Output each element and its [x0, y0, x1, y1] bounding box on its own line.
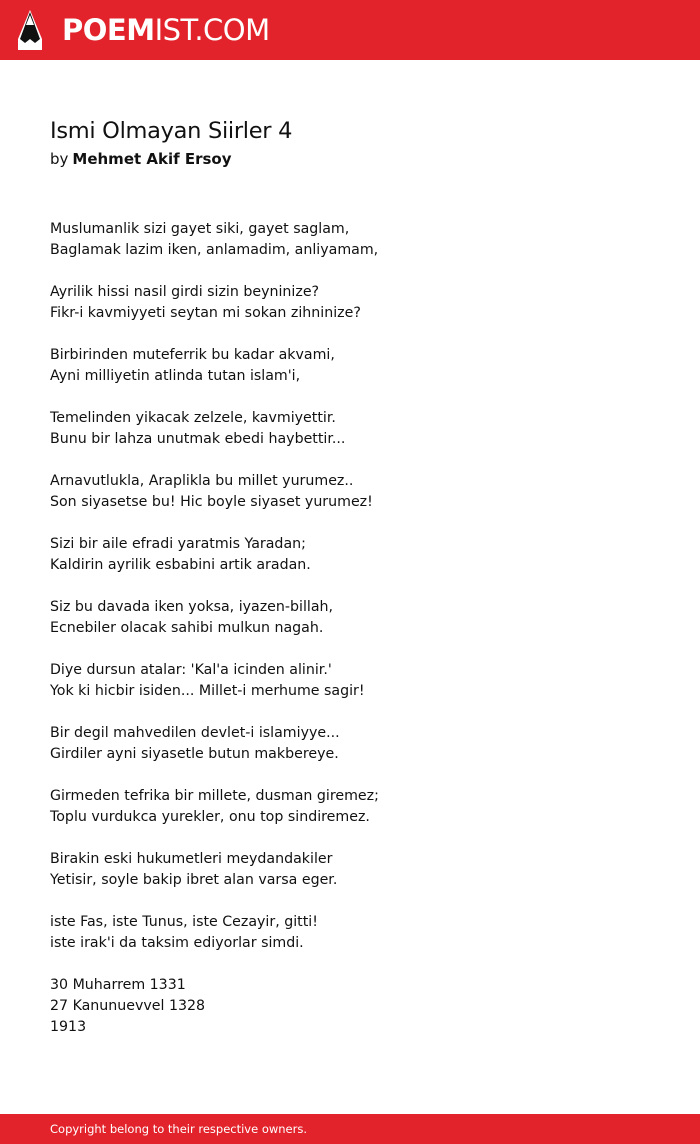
- poem-line: 30 Muharrem 1331: [50, 977, 186, 993]
- poem-stanza: [50, 660, 670, 702]
- poem-title: Ismi Olmayan Siirler 4: [50, 118, 293, 144]
- poem-stanza: [50, 786, 670, 828]
- poem-stanza: [50, 912, 670, 954]
- poem-line: Son siyasetse bu! Hic boyle siyaset yurumez!: [50, 494, 373, 510]
- byline: [50, 149, 232, 169]
- poem-stanza: [50, 534, 670, 576]
- poem-line: Bunu bir lahza unutmak ebedi haybettir...: [50, 431, 346, 447]
- poem-line: Birakin eski hukumetleri meydandakiler: [50, 851, 333, 867]
- poem-stanza: [50, 723, 670, 765]
- poem-body: [50, 219, 670, 1059]
- poem-line: Girmeden tefrika bir millete, dusman giremez;: [50, 788, 379, 804]
- poem-line: Fikr-i kavmiyyeti seytan mi sokan zihninize?: [50, 305, 361, 321]
- poem-line: 27 Kanunuevvel 1328: [50, 998, 206, 1014]
- poem-stanza: [50, 282, 670, 324]
- poem-line: iste Fas, iste Tunus, iste Cezayir, gitti!: [50, 914, 318, 930]
- poem-line: Siz bu davada iken yoksa, iyazen-billah,: [50, 599, 334, 615]
- poem-line: iste irak'i da taksim ediyorlar simdi.: [50, 935, 304, 951]
- site-header: [0, 0, 700, 60]
- poem-line: Kaldirin ayrilik esbabini artik aradan.: [50, 557, 311, 573]
- poem-line: 1913: [50, 1019, 87, 1035]
- poem-line: Muslumanlik sizi gayet siki, gayet saglam,: [50, 221, 350, 237]
- site-footer: [0, 1114, 700, 1144]
- logo-light-text: IST.COM: [154, 13, 270, 47]
- poem-stanza: [50, 975, 670, 1038]
- logo-bold-text: POEM: [62, 13, 155, 47]
- site-logo[interactable]: [62, 11, 270, 49]
- by-label: by: [50, 150, 69, 168]
- poem-line: Girdiler ayni siyasetle butun makbereye.: [50, 746, 339, 762]
- poem-stanza: [50, 345, 670, 387]
- poem-line: Toplu vurdukca yurekler, onu top sindiremez.: [50, 809, 370, 825]
- poem-stanza: [50, 849, 670, 891]
- poem-line: Yok ki hicbir isiden... Millet-i merhume sagir!: [50, 683, 365, 699]
- poem-stanza: [50, 408, 670, 450]
- poem-stanza: [50, 597, 670, 639]
- poem-line: Ayni milliyetin atlinda tutan islam'i,: [50, 368, 301, 384]
- poem-line: Diye dursun atalar: 'Kal'a icinden alinir.': [50, 662, 332, 678]
- poem-line: Bir degil mahvedilen devlet-i islamiyye...: [50, 725, 340, 741]
- poem-line: Baglamak lazim iken, anlamadim, anliyamam,: [50, 242, 379, 258]
- poem-line: Yetisir, soyle bakip ibret alan varsa eger.: [50, 872, 338, 888]
- poem-line: Birbirinden muteferrik bu kadar akvami,: [50, 347, 335, 363]
- poem-line: Arnavutlukla, Araplikla bu millet yurumez..: [50, 473, 354, 489]
- copyright-text: Copyright belong to their respective owners.: [50, 1122, 308, 1136]
- poem-line: Sizi bir aile efradi yaratmis Yaradan;: [50, 536, 306, 552]
- poem-line: Temelinden yikacak zelzele, kavmiyettir.: [50, 410, 336, 426]
- poem-stanza: [50, 471, 670, 513]
- poem-line: Ecnebiler olacak sahibi mulkun nagah.: [50, 620, 324, 636]
- author-name: Mehmet Akif Ersoy: [72, 150, 232, 168]
- pencil-icon[interactable]: [17, 9, 43, 51]
- poem-stanza: [50, 219, 670, 261]
- poem-line: Ayrilik hissi nasil girdi sizin beyninize?: [50, 284, 320, 300]
